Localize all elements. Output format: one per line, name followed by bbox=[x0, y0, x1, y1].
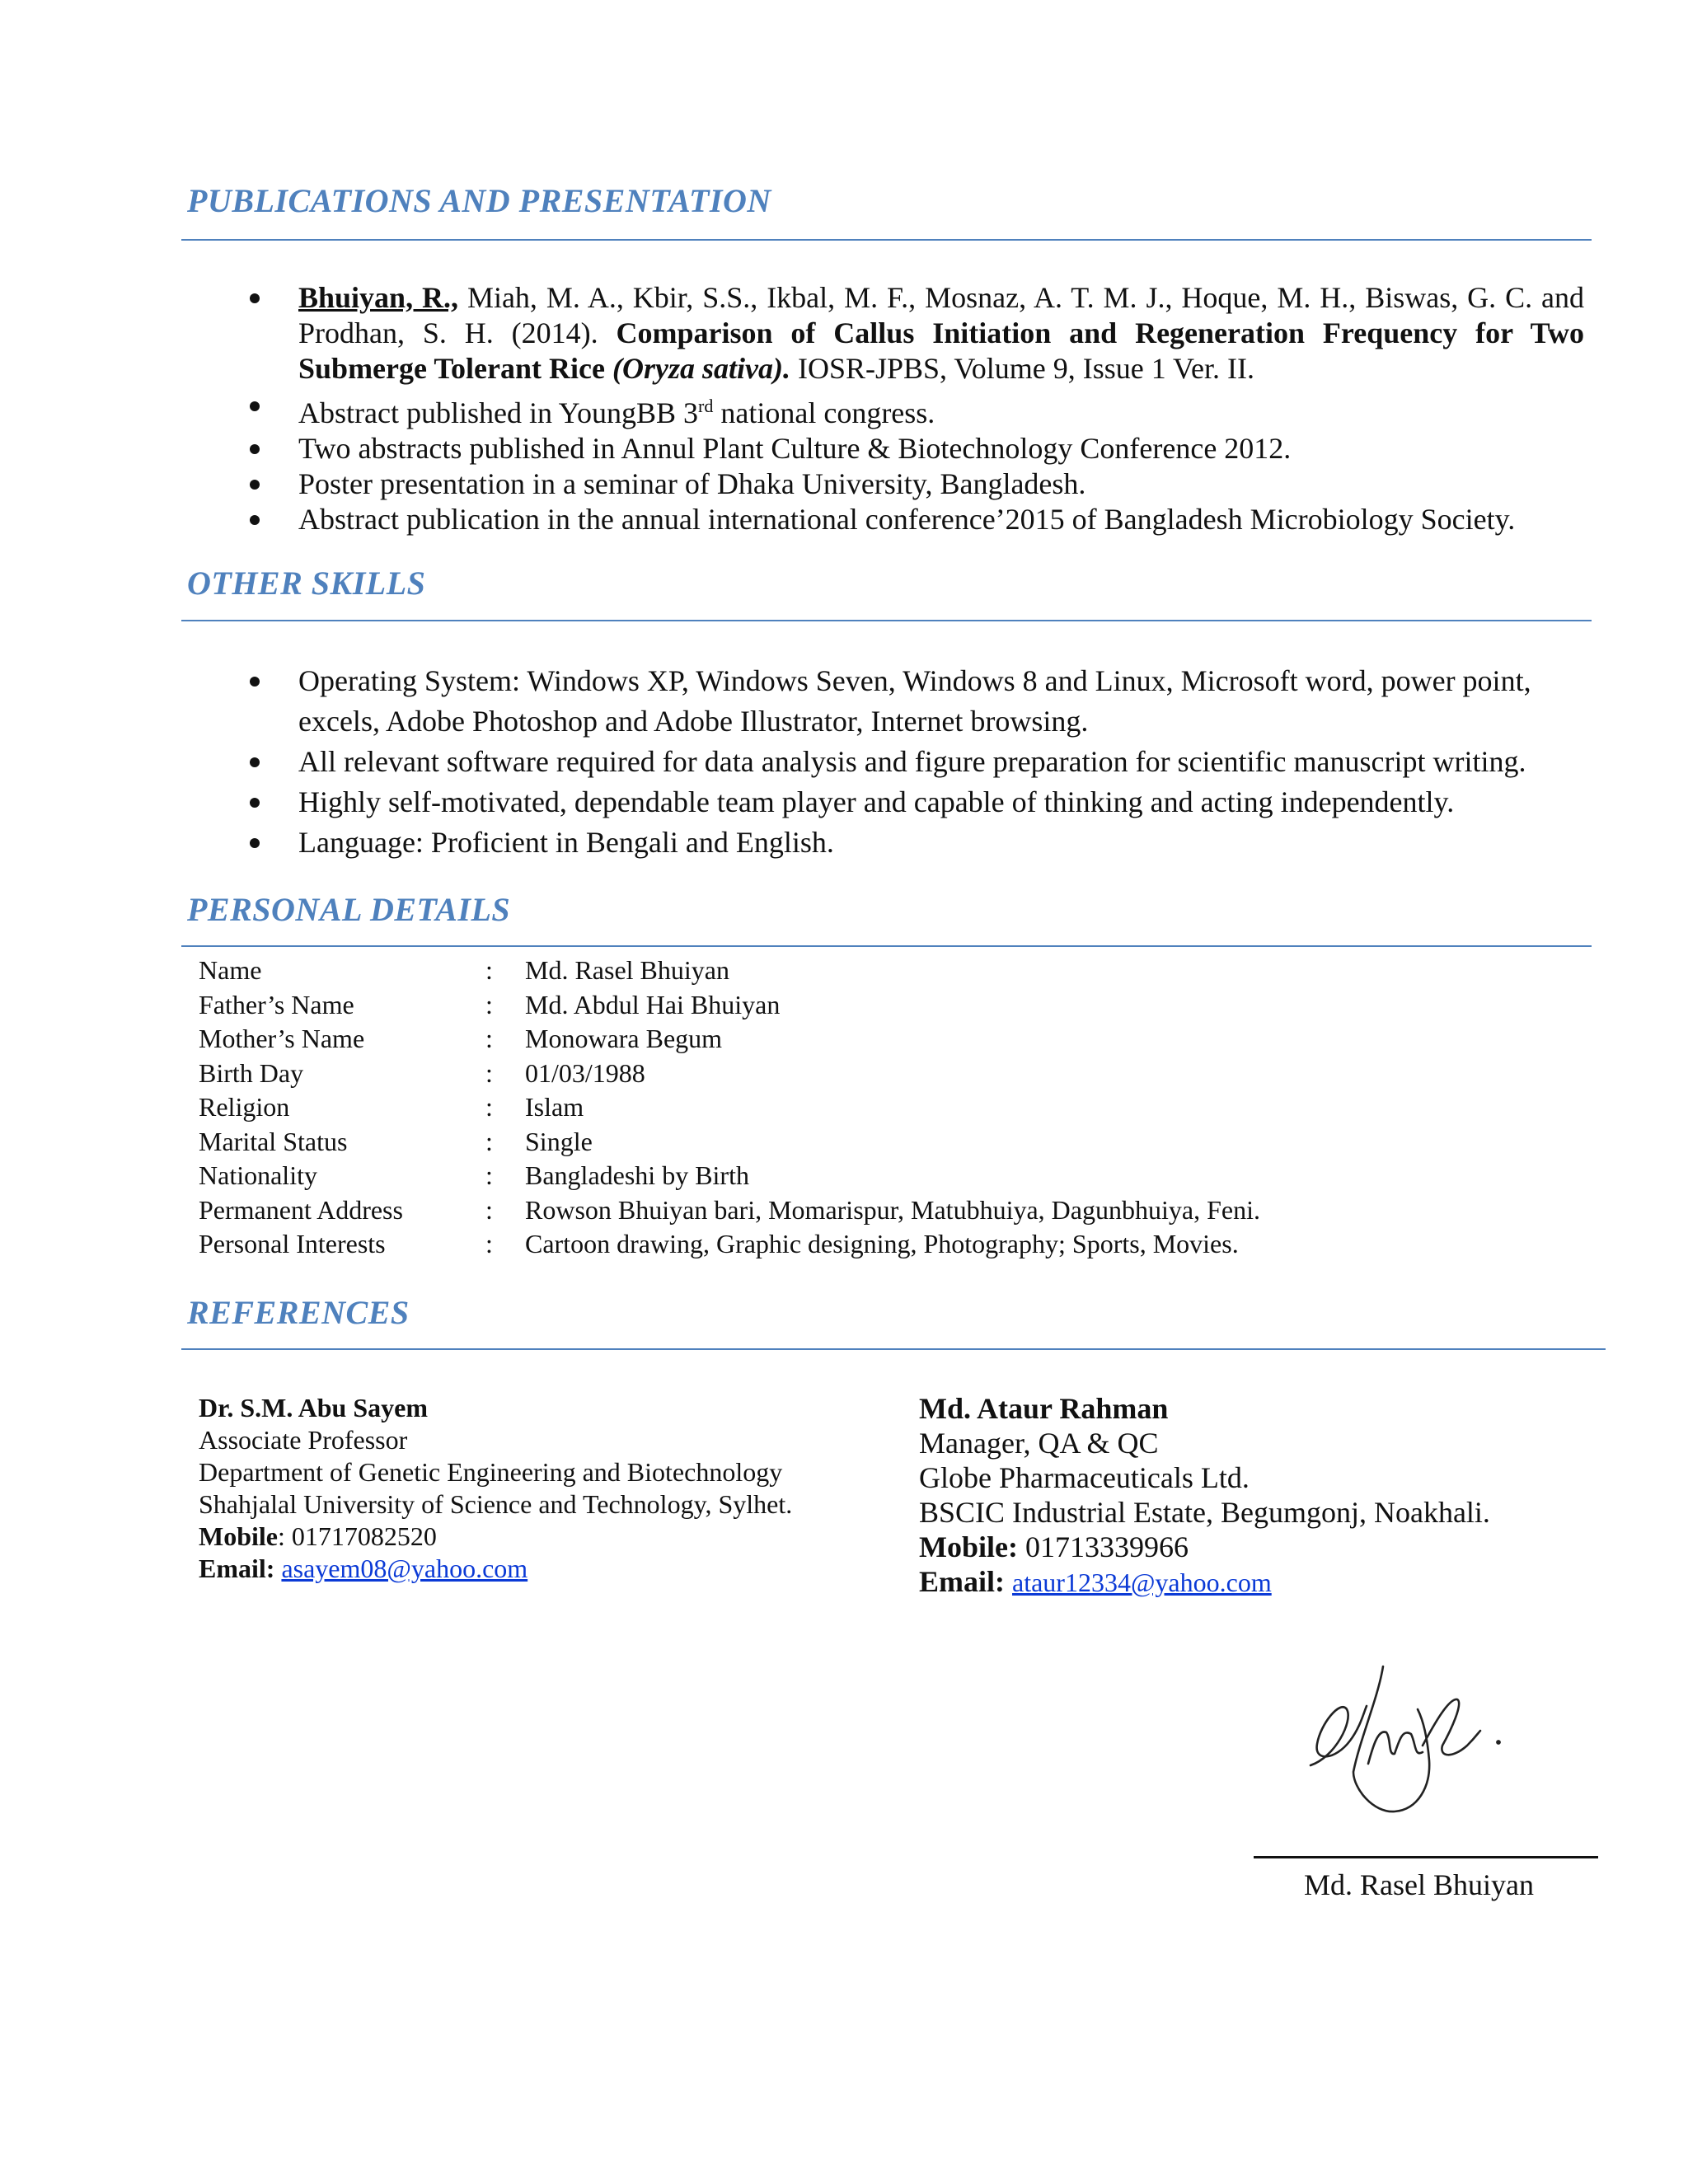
detail-value: Single bbox=[525, 1126, 593, 1156]
skill-item-1: Operating System: Windows XP, Windows Seven, Windows 8 and Linux, Microsoft word, power point, excels, Adobe Photoshop and Adobe Illustrator, Internet browsing. bbox=[239, 661, 1584, 742]
publication-item-5: Abstract publication in the annual international conference’2015 of Bangladesh Microbiology Society. bbox=[239, 502, 1584, 537]
publication-title: Comparison of Callus Initiation and Regeneration Frequency for Two Submerge Tolerant Rice bbox=[298, 316, 1585, 385]
publication-item-1 bbox=[239, 280, 1584, 387]
detail-value: Islam bbox=[525, 1092, 584, 1122]
reference-position: Manager, QA & QC bbox=[919, 1427, 1159, 1460]
handwritten-signature bbox=[1302, 1648, 1533, 1821]
mobile-number: 01713339966 bbox=[1017, 1530, 1189, 1563]
publication-item-2 bbox=[239, 388, 1584, 431]
detail-value: 01/03/1988 bbox=[525, 1057, 645, 1088]
detail-colon: : bbox=[485, 989, 493, 1019]
personal-details-divider bbox=[181, 945, 1592, 947]
reference-mobile bbox=[199, 1521, 792, 1553]
detail-label: Father’s Name bbox=[199, 989, 354, 1019]
email-link[interactable]: asayem08@yahoo.com bbox=[281, 1554, 528, 1583]
detail-value: Bangladeshi by Birth bbox=[525, 1160, 749, 1190]
detail-value: Md. Rasel Bhuiyan bbox=[525, 955, 729, 985]
detail-label: Permanent Address bbox=[199, 1194, 403, 1225]
reference-card-1 bbox=[199, 1392, 792, 1585]
email-label: Email: bbox=[199, 1554, 275, 1583]
detail-colon: : bbox=[485, 1160, 493, 1190]
skills-list bbox=[239, 661, 1584, 863]
mobile-number: : 01717082520 bbox=[277, 1521, 437, 1551]
abstract-prefix: Abstract published in YoungBB 3 bbox=[298, 396, 699, 429]
detail-label: Mother’s Name bbox=[199, 1024, 365, 1053]
detail-label: Religion bbox=[199, 1092, 290, 1122]
detail-value: Rowson Bhuiyan bari, Momarispur, Matubhuiya, Dagunbhuiya, Feni. bbox=[525, 1194, 1260, 1225]
abstract-superscript: rd bbox=[698, 396, 714, 416]
detail-colon: : bbox=[485, 1024, 493, 1053]
reference-name: Dr. S.M. Abu Sayem bbox=[199, 1393, 428, 1422]
reference-email bbox=[919, 1564, 1490, 1600]
detail-label: Personal Interests bbox=[199, 1229, 386, 1258]
mobile-label: Mobile: bbox=[919, 1530, 1018, 1563]
publication-main-author: Bhuiyan, R., bbox=[298, 281, 459, 314]
detail-colon: : bbox=[485, 1194, 493, 1225]
publications-heading: PUBLICATIONS AND PRESENTATION bbox=[187, 182, 771, 219]
reference-name: Md. Ataur Rahman bbox=[919, 1392, 1169, 1425]
skill-item-4: Language: Proficient in Bengali and English. bbox=[239, 823, 1584, 863]
reference-email bbox=[199, 1553, 792, 1585]
signature-line bbox=[1254, 1856, 1598, 1858]
reference-department: Department of Genetic Engineering and Biotechnology bbox=[199, 1457, 783, 1487]
detail-value: Md. Abdul Hai Bhuiyan bbox=[525, 989, 781, 1019]
detail-label: Name bbox=[199, 955, 262, 985]
signature-name: Md. Rasel Bhuiyan bbox=[1304, 1868, 1534, 1901]
skills-divider bbox=[181, 620, 1592, 621]
mobile-label: Mobile bbox=[199, 1521, 278, 1551]
skill-item-2: All relevant software required for data analysis and figure preparation for scientific manuscript writing. bbox=[239, 742, 1584, 782]
detail-colon: : bbox=[485, 1229, 493, 1258]
publication-item-4: Poster presentation in a seminar of Dhaka University, Bangladesh. bbox=[239, 466, 1584, 502]
email-link[interactable]: ataur12334@yahoo.com bbox=[1012, 1568, 1272, 1597]
detail-colon: : bbox=[485, 1057, 493, 1088]
detail-value: Cartoon drawing, Graphic designing, Photography; Sports, Movies. bbox=[525, 1229, 1239, 1258]
publication-item-3: Two abstracts published in Annul Plant Culture & Biotechnology Conference 2012. bbox=[239, 431, 1584, 466]
detail-colon: : bbox=[485, 1126, 493, 1156]
personal-details-heading: PERSONAL DETAILS bbox=[187, 891, 511, 928]
detail-colon: : bbox=[485, 1092, 493, 1122]
email-label: Email: bbox=[919, 1565, 1005, 1598]
publications-divider bbox=[181, 239, 1592, 241]
reference-institution: Shahjalal University of Science and Technology, Sylhet. bbox=[199, 1489, 793, 1519]
references-divider bbox=[181, 1348, 1606, 1350]
skills-heading: OTHER SKILLS bbox=[187, 565, 426, 602]
reference-mobile bbox=[919, 1530, 1490, 1564]
detail-colon: : bbox=[485, 955, 493, 985]
reference-address: BSCIC Industrial Estate, Begumgonj, Noakhali. bbox=[919, 1496, 1490, 1529]
reference-position: Associate Professor bbox=[199, 1425, 408, 1455]
detail-label: Marital Status bbox=[199, 1126, 348, 1156]
reference-card-2 bbox=[919, 1391, 1490, 1600]
publication-authors: Miah, M. A., Kbir, S.S., Ikbal, M. F., Mosnaz, A. T. M. J., Hoque, M. H., Biswas, G. C. and Prodhan, S. H. (2014). bbox=[298, 281, 1584, 349]
abstract-suffix: national congress. bbox=[713, 396, 935, 429]
publication-species: (Oryza sativa). bbox=[612, 352, 790, 385]
skill-item-3: Highly self-motivated, dependable team player and capable of thinking and acting independently. bbox=[239, 782, 1584, 823]
detail-value: Monowara Begum bbox=[525, 1024, 723, 1053]
references-heading: REFERENCES bbox=[187, 1294, 410, 1331]
publications-list bbox=[239, 280, 1584, 537]
reference-company: Globe Pharmaceuticals Ltd. bbox=[919, 1461, 1250, 1494]
publication-journal: IOSR-JPBS, Volume 9, Issue 1 Ver. II. bbox=[790, 352, 1255, 385]
detail-label: Birth Day bbox=[199, 1057, 304, 1088]
detail-label: Nationality bbox=[199, 1160, 317, 1190]
